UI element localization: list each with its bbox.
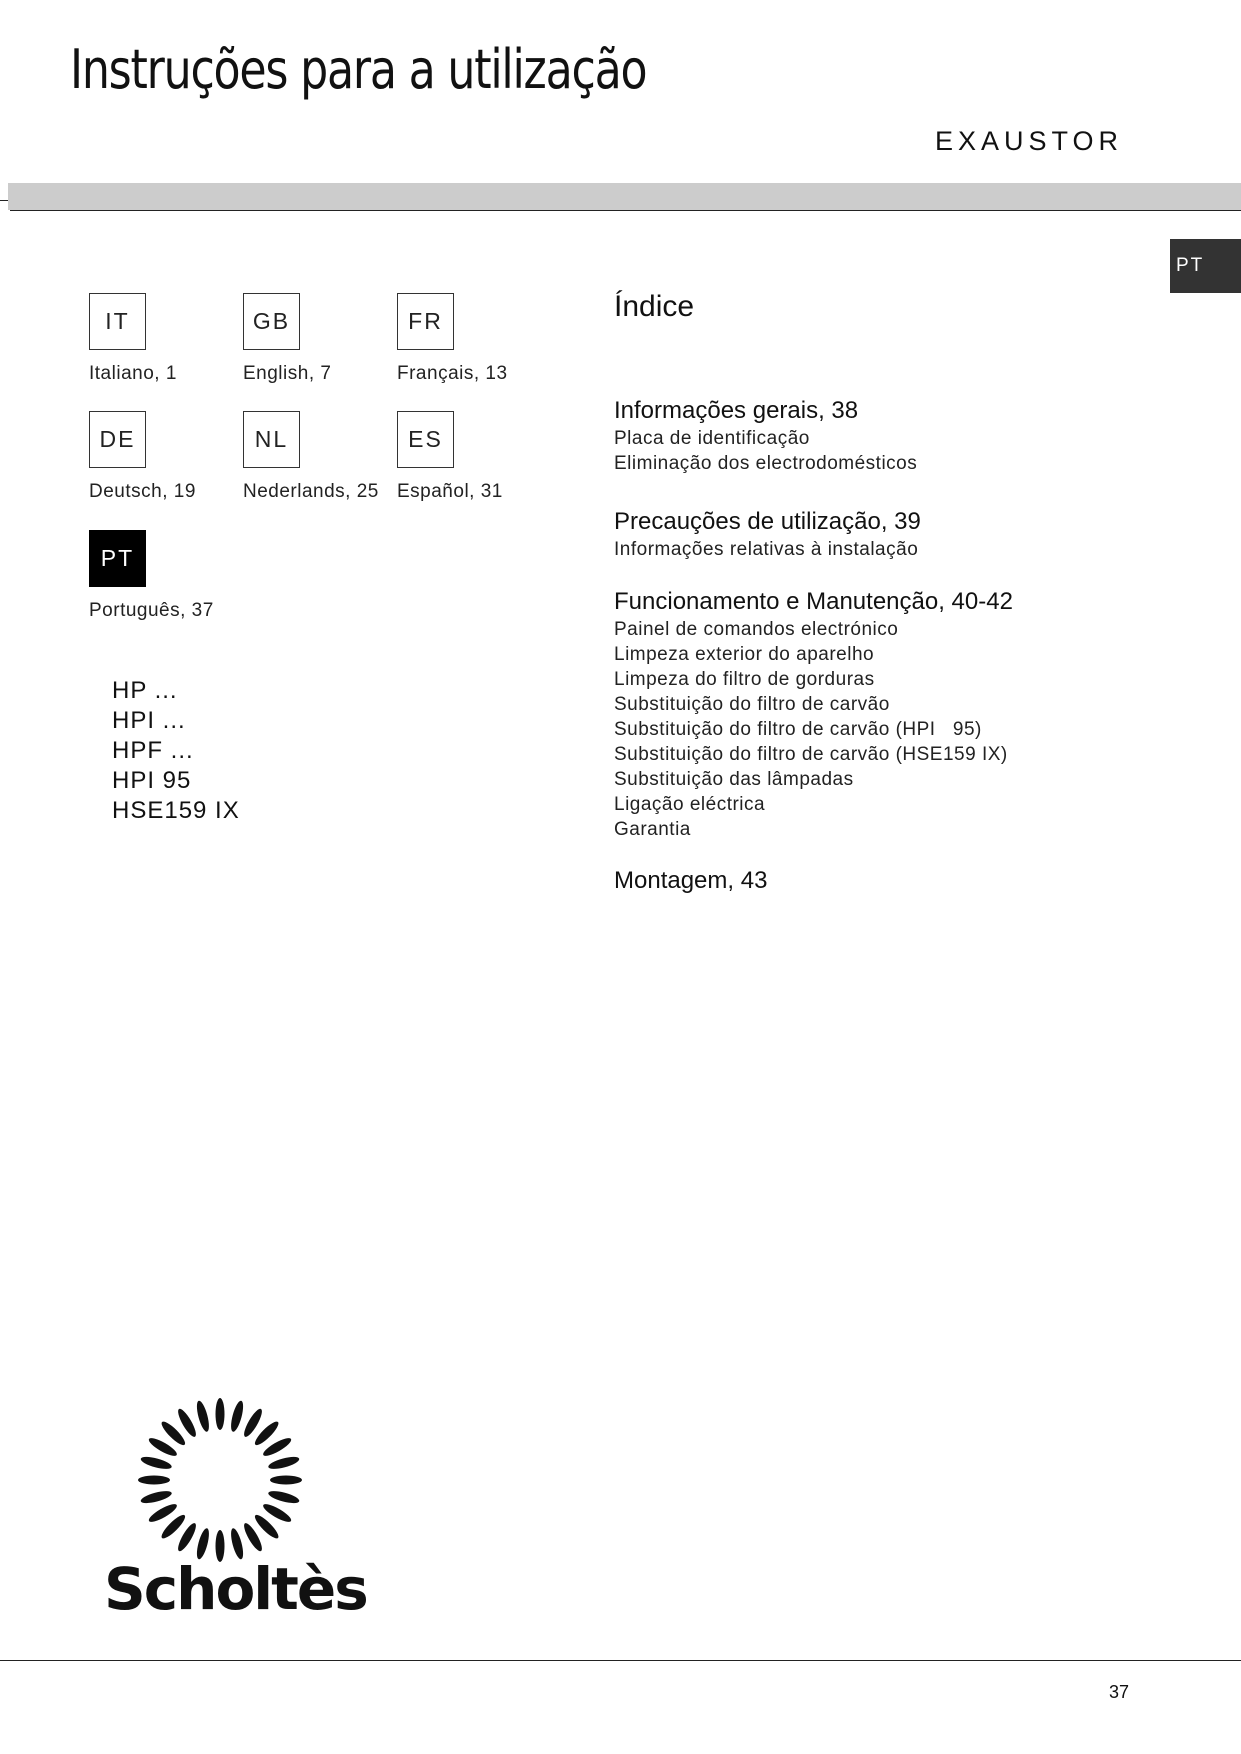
footer-rule (0, 1660, 1241, 1661)
lang-label: Nederlands, 25 (243, 481, 379, 502)
lang-label: Italiano, 1 (89, 363, 177, 384)
toc-section (614, 396, 917, 476)
model-item: HSE159 IX (112, 797, 240, 824)
model-list (112, 676, 240, 826)
lang-label: English, 7 (243, 363, 332, 384)
lang-gb[interactable] (243, 293, 393, 385)
logo-ray (216, 1398, 225, 1430)
logo-ray (140, 1454, 173, 1471)
toc-heading[interactable]: Informações gerais, 38 (614, 397, 859, 424)
logo-ray (229, 1400, 246, 1433)
lang-de[interactable] (89, 411, 239, 503)
logo-ray (138, 1476, 170, 1485)
logo-ray (140, 1489, 173, 1506)
toc-item[interactable]: Eliminação dos electrodomésticos (614, 453, 918, 474)
logo-ray (267, 1489, 300, 1506)
toc-item[interactable]: Limpeza exterior do aparelho (614, 644, 875, 665)
lang-label: Deutsch, 19 (89, 481, 196, 502)
lang-code-box[interactable]: GB (243, 293, 300, 350)
lang-code-box[interactable]: PT (89, 530, 146, 587)
toc-item[interactable]: Substituição das lâmpadas (614, 769, 854, 790)
lang-fr[interactable] (397, 293, 547, 385)
model-item: HPI ... (112, 707, 186, 734)
model-item: HPF ... (112, 737, 194, 764)
lang-nl[interactable] (243, 411, 393, 503)
toc-item[interactable]: Painel de comandos electrónico (614, 619, 899, 640)
language-tab: PT (1170, 239, 1241, 293)
toc-heading[interactable]: Montagem, 43 (614, 867, 768, 894)
logo-ray (270, 1476, 302, 1485)
lang-label: Français, 13 (397, 363, 508, 384)
lang-code-box[interactable]: DE (89, 411, 146, 468)
toc-heading[interactable]: Funcionamento e Manutenção, 40-42 (614, 588, 1013, 615)
brand-logo-text: Scholtès (104, 1555, 367, 1623)
lang-label: Português, 37 (89, 600, 214, 621)
lang-code-box[interactable]: IT (89, 293, 146, 350)
model-item: HP ... (112, 677, 178, 704)
header-rule (10, 210, 1241, 211)
lang-es[interactable] (397, 411, 547, 503)
toc-item[interactable]: Substituição do filtro de carvão (HSE159 IX) (614, 744, 1008, 765)
toc-item[interactable]: Garantia (614, 819, 691, 840)
toc-item[interactable]: Placa de identificação (614, 428, 810, 449)
toc-item[interactable]: Limpeza do filtro de gorduras (614, 669, 875, 690)
index-title: Índice (614, 290, 695, 323)
lang-label: Español, 31 (397, 481, 503, 502)
toc-section (614, 866, 767, 896)
product-type: EXAUSTOR (934, 126, 1123, 156)
lang-code-box[interactable]: FR (397, 293, 454, 350)
toc-heading[interactable]: Precauções de utilização, 39 (614, 508, 921, 535)
lang-pt[interactable] (89, 530, 239, 622)
toc-item[interactable]: Informações relativas à instalação (614, 539, 919, 560)
lang-code-box[interactable]: NL (243, 411, 300, 468)
toc-item[interactable]: Ligação eléctrica (614, 794, 766, 815)
lang-it[interactable] (89, 293, 239, 385)
page-number: 37 (1108, 1682, 1129, 1702)
toc-item[interactable]: Substituição do filtro de carvão (614, 694, 890, 715)
lang-code-box[interactable]: ES (397, 411, 454, 468)
logo-ray (194, 1400, 211, 1433)
header-band (8, 183, 1241, 210)
toc-item[interactable]: Substituição do filtro de carvão (HPI 95) (614, 719, 982, 740)
toc-section (614, 507, 921, 562)
page-title: Instruções para a utilização (70, 38, 647, 101)
toc-section (614, 587, 1013, 842)
logo-ray (267, 1454, 300, 1471)
model-item: HPI 95 (112, 767, 192, 794)
